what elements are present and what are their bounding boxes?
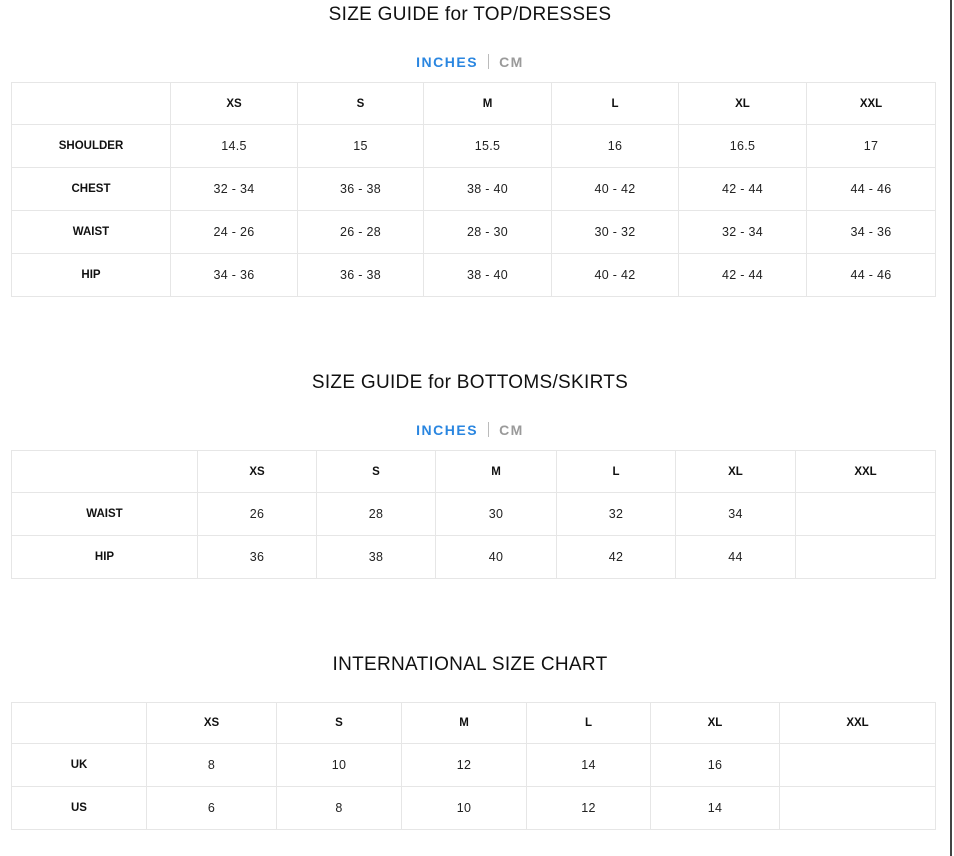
table-row — [12, 211, 936, 254]
cell: 36 — [198, 536, 317, 579]
header-cell: M — [436, 451, 557, 493]
cell: 8 — [277, 787, 402, 830]
header-cell — [12, 451, 198, 493]
cell: 30 - 32 — [552, 211, 679, 254]
cell: 10 — [402, 787, 527, 830]
bottoms-size-table — [11, 450, 936, 579]
cell: 15.5 — [424, 125, 552, 168]
cell: 26 — [198, 493, 317, 536]
header-cell: XXL — [807, 83, 936, 125]
header-cell — [12, 703, 147, 744]
cell — [780, 787, 936, 830]
cell — [780, 744, 936, 787]
cell: 36 - 38 — [298, 254, 424, 297]
bottoms-unit-toggle — [0, 422, 940, 438]
cell: 6 — [147, 787, 277, 830]
cell: 42 - 44 — [679, 254, 807, 297]
header-cell: XL — [679, 83, 807, 125]
cell: 42 — [557, 536, 676, 579]
cell: 14 — [651, 787, 780, 830]
cell: 16 — [552, 125, 679, 168]
cell: 30 — [436, 493, 557, 536]
header-cell: L — [552, 83, 679, 125]
window-edge — [950, 0, 952, 856]
table-header-row — [12, 83, 936, 125]
cell: 24 - 26 — [171, 211, 298, 254]
cell: 15 — [298, 125, 424, 168]
cell: 40 - 42 — [552, 168, 679, 211]
cell: 8 — [147, 744, 277, 787]
bottoms-title: SIZE GUIDE for BOTTOMS/SKIRTS — [311, 372, 629, 393]
cell: 34 - 36 — [171, 254, 298, 297]
table-header-row — [12, 451, 936, 493]
header-cell: L — [527, 703, 651, 744]
cell: 44 - 46 — [807, 168, 936, 211]
table-row — [12, 787, 936, 830]
header-cell: XS — [147, 703, 277, 744]
cell: 28 — [317, 493, 436, 536]
cell: 38 — [317, 536, 436, 579]
row-label: UK — [12, 744, 147, 787]
header-cell: M — [424, 83, 552, 125]
unit-separator — [488, 54, 489, 69]
table-row — [12, 168, 936, 211]
cell: 26 - 28 — [298, 211, 424, 254]
cell: 44 - 46 — [807, 254, 936, 297]
tops-size-table — [11, 82, 936, 297]
table-row — [12, 254, 936, 297]
cell: 32 — [557, 493, 676, 536]
cell: 12 — [402, 744, 527, 787]
bottoms-cm-tab[interactable]: CM — [499, 422, 524, 438]
row-label: WAIST — [12, 211, 171, 254]
header-cell — [12, 83, 171, 125]
row-label: HIP — [12, 536, 198, 579]
cell: 12 — [527, 787, 651, 830]
row-label: HIP — [12, 254, 171, 297]
cell: 40 — [436, 536, 557, 579]
row-label: US — [12, 787, 147, 830]
tops-title: SIZE GUIDE for TOP/DRESSES — [328, 4, 612, 25]
cell: 44 — [676, 536, 796, 579]
cell: 38 - 40 — [424, 168, 552, 211]
cell: 40 - 42 — [552, 254, 679, 297]
cell: 16 — [651, 744, 780, 787]
cell: 17 — [807, 125, 936, 168]
cell — [796, 493, 936, 536]
cell: 34 — [676, 493, 796, 536]
cell: 32 - 34 — [171, 168, 298, 211]
header-cell: M — [402, 703, 527, 744]
row-label: CHEST — [12, 168, 171, 211]
header-cell: XL — [676, 451, 796, 493]
cell: 42 - 44 — [679, 168, 807, 211]
cell: 14 — [527, 744, 651, 787]
table-header-row — [12, 703, 936, 744]
tops-unit-toggle — [0, 54, 940, 70]
bottoms-inches-tab[interactable]: INCHES — [416, 422, 479, 438]
header-cell: XXL — [796, 451, 936, 493]
international-title: INTERNATIONAL SIZE CHART — [332, 654, 608, 675]
unit-separator — [488, 422, 489, 437]
cell: 32 - 34 — [679, 211, 807, 254]
header-cell: XS — [198, 451, 317, 493]
table-row — [12, 125, 936, 168]
cell: 14.5 — [171, 125, 298, 168]
cell: 28 - 30 — [424, 211, 552, 254]
header-cell: S — [298, 83, 424, 125]
cell: 36 - 38 — [298, 168, 424, 211]
tops-inches-tab[interactable]: INCHES — [416, 54, 479, 70]
row-label: WAIST — [12, 493, 198, 536]
row-label: SHOULDER — [12, 125, 171, 168]
table-row — [12, 536, 936, 579]
header-cell: S — [277, 703, 402, 744]
header-cell: S — [317, 451, 436, 493]
international-size-table — [11, 702, 936, 830]
table-row — [12, 493, 936, 536]
cell — [796, 536, 936, 579]
cell: 16.5 — [679, 125, 807, 168]
header-cell: XS — [171, 83, 298, 125]
header-cell: L — [557, 451, 676, 493]
header-cell: XL — [651, 703, 780, 744]
tops-cm-tab[interactable]: CM — [499, 54, 524, 70]
header-cell: XXL — [780, 703, 936, 744]
cell: 38 - 40 — [424, 254, 552, 297]
cell: 34 - 36 — [807, 211, 936, 254]
cell: 10 — [277, 744, 402, 787]
table-row — [12, 744, 936, 787]
